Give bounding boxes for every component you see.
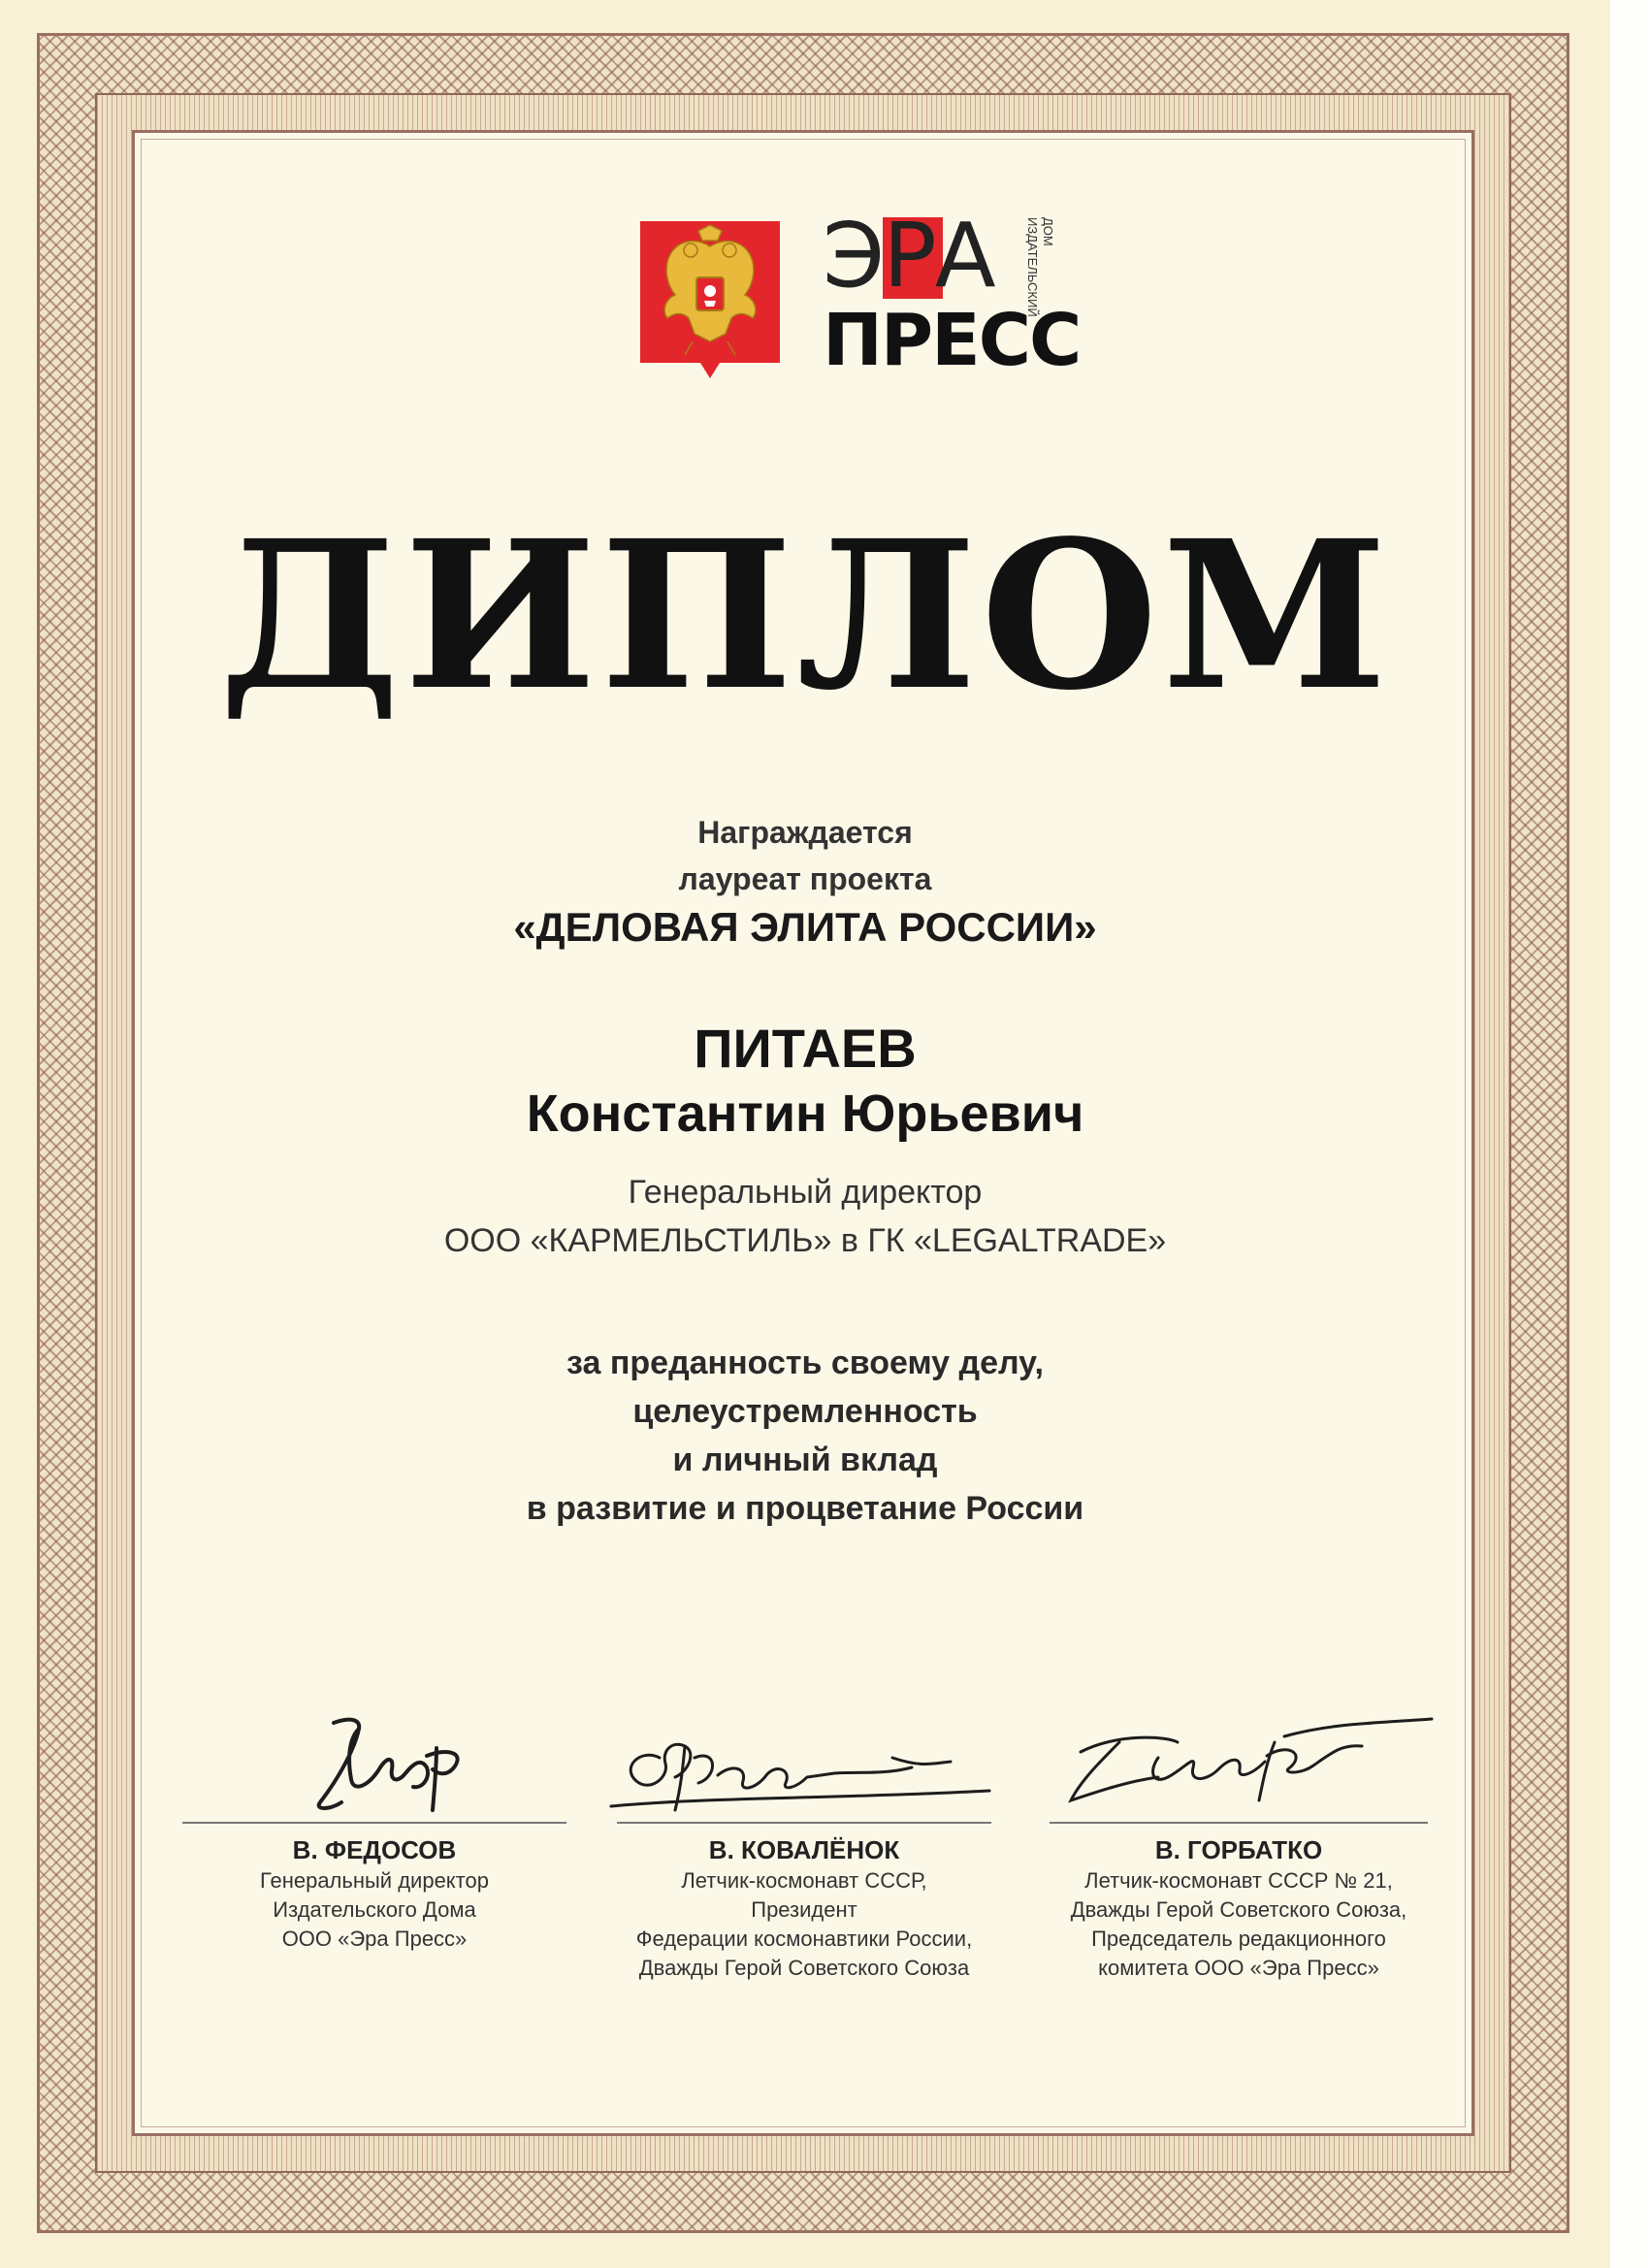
logo-side-caption-line-2: ДОМ: [1041, 217, 1055, 246]
signatory-role-line: Президент: [751, 1897, 857, 1922]
signatory-name: В. КОВАЛЁНОК: [708, 1835, 900, 1864]
signatory-role-line: Дважды Герой Советского Союза: [638, 1956, 970, 1980]
era-press-logo: [823, 204, 1081, 382]
signatory-role-line: Летчик-космонавт СССР № 21,: [1084, 1868, 1393, 1893]
scan-margin: [1610, 0, 1649, 2268]
signatory-kovalenok: [598, 1833, 1011, 1983]
logo-brand-bottom: ПРЕСС: [823, 299, 1081, 382]
signatory-name: В. ФЕДОСОВ: [292, 1835, 457, 1864]
signatory-role-line: Председатель редакционного: [1091, 1927, 1386, 1951]
merit-line: целеустремленность: [632, 1393, 978, 1430]
merit-line: за преданность своему делу,: [566, 1345, 1044, 1381]
merit-text: [136, 1339, 1474, 1533]
signature-kovalenok: [601, 1729, 1028, 1822]
signatory-role-line: Летчик-космонавт СССР,: [681, 1868, 927, 1893]
signatory-role-line: Издательского Дома: [273, 1897, 476, 1922]
recipient-surname: ПИТАЕВ: [694, 1018, 917, 1079]
signature-line-1: [182, 1822, 566, 1824]
signature-line-2: [617, 1822, 991, 1824]
coat-of-arms-icon: [636, 217, 784, 382]
award-line: Награждается: [697, 815, 913, 850]
signatory-role-line: Генеральный директор: [260, 1868, 489, 1893]
diploma-title: ДИПЛОМ: [218, 496, 1392, 735]
logo-brand-top: ЭРА: [823, 204, 994, 308]
signatory-fedosov: [182, 1833, 566, 1954]
award-intro: [136, 809, 1474, 902]
signatory-name: В. ГОРБАТКО: [1154, 1835, 1323, 1864]
recipient-given-names: Константин Юрьевич: [526, 1085, 1084, 1143]
signatory-gorbatko: [1038, 1833, 1439, 1983]
logo-side-caption: [1015, 217, 1053, 334]
project-name: «ДЕЛОВАЯ ЭЛИТА РОССИИ»: [513, 904, 1097, 950]
signature-gorbatko: [1051, 1713, 1439, 1820]
merit-line: и личный вклад: [672, 1442, 938, 1478]
signatory-role-line: Федерации космонавтики России,: [635, 1927, 973, 1951]
signatory-role-line: ООО «Эра Пресс»: [281, 1927, 468, 1951]
signature-fedosov: [291, 1709, 485, 1824]
recipient-position: [136, 1168, 1474, 1265]
merit-line: в развитие и процветание России: [526, 1490, 1084, 1527]
signatory-role-line: Дважды Герой Советского Союза,: [1070, 1897, 1407, 1922]
award-line: лауреат проекта: [678, 861, 932, 896]
signature-line-3: [1050, 1822, 1428, 1824]
position-line: Генеральный директор: [628, 1174, 983, 1211]
signatory-role-line: комитета ООО «Эра Пресс»: [1098, 1956, 1379, 1980]
position-line: ООО «КАРМЕЛЬСТИЛЬ» в ГК «LEGALTRADE»: [443, 1222, 1167, 1259]
logo-side-caption-line-1: ИЗДАТЕЛЬСКИЙ: [1025, 217, 1040, 317]
